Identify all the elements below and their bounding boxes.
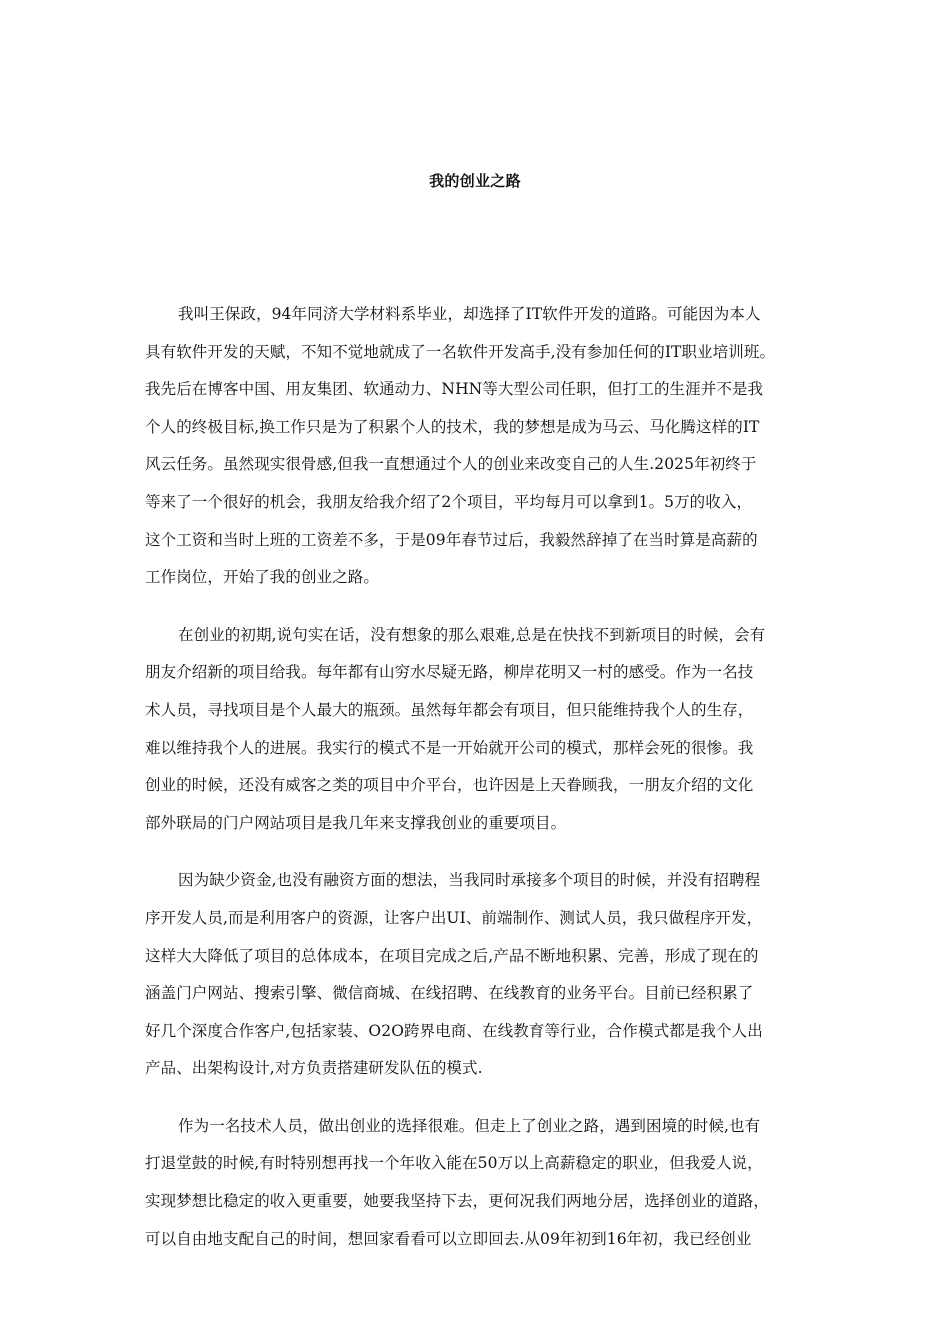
text-line: 难以维持我个人的进展。我实行的模式不是一开始就开公司的模式，那样会死的很惨。我 [145, 738, 754, 757]
text-line: 我先后在博客中国、用友集团、软通动力、NHN等大型公司任职，但打工的生涯并不是我 [145, 380, 764, 399]
document-title: 我的创业之路 [429, 172, 521, 190]
text-line: 个人的终极目标,换工作只是为了积累个人的技术，我的梦想是成为马云、马化腾这样的IT [145, 417, 760, 436]
text-line: 风云任务。虽然现实很骨感,但我一直想通过个人的创业来改变自己的人生.2025年初终于 [145, 455, 757, 474]
text-line: 这样大大降低了项目的总体成本，在项目完成之后,产品不断地积累、完善，形成了现在的 [145, 946, 759, 965]
text-line: 朋友介绍新的项目给我。每年都有山穷水尽疑无路，柳岸花明又一村的感受。作为一名技 [145, 663, 754, 682]
text-line: 打退堂鼓的时候,有时特别想再找一个年收入能在50万以上高薪稳定的职业，但我爱人说， [145, 1154, 763, 1173]
text-line: 具有软件开发的天赋，不知不觉地就成了一名软件开发高手,没有参加任何的IT职业培训班。 [145, 342, 776, 361]
text-line: 因为缺少资金,也没有融资方面的想法，当我同时承接多个项目的时候，并没有招聘程 [178, 871, 761, 890]
text-line: 工作岗位，开始了我的创业之路。 [145, 568, 380, 587]
paragraph-3 [145, 862, 805, 1088]
text-line: 在创业的初期,说句实在话，没有想象的那么艰难,总是在快找不到新项目的时候，会有 [178, 625, 766, 644]
text-line: 这个工资和当时上班的工资差不多，于是09年春节过后，我毅然辞掉了在当时算是高薪的 [145, 530, 758, 549]
text-line: 我叫王保政，94年同济大学材料系毕业，却选择了IT软件开发的道路。可能因为本人 [178, 305, 761, 323]
text-line: 涵盖门户网站、搜索引擎、微信商城、在线招聘、在线教育的业务平台。目前已经积累了 [145, 984, 754, 1003]
text-line: 产品、出架构设计,对方负责搭建研发队伍的模式. [145, 1059, 483, 1078]
document-body [145, 296, 805, 1278]
text-line: 创业的时候，还没有威客之类的项目中介平台，也许因是上天眷顾我，一朋友介绍的文化 [145, 776, 754, 795]
text-line: 术人员，寻找项目是个人最大的瓶颈。虽然每年都会有项目，但只能维持我个人的生存， [145, 700, 754, 719]
text-line: 作为一名技术人员，做出创业的选择很难。但走上了创业之路，遇到困境的时候,也有 [178, 1116, 761, 1135]
paragraph-1 [145, 296, 805, 597]
text-line: 序开发人员,而是利用客户的资源，让客户出UI、前端制作、测试人员，我只做程序开发， [145, 908, 763, 927]
paragraph-2 [145, 617, 805, 843]
text-line: 部外联局的门户网站项目是我几年来支撑我创业的重要项目。 [145, 813, 567, 832]
text-line: 好几个深度合作客户,包括家装、O2O跨界电商、在线教育等行业，合作模式都是我个人出 [145, 1021, 763, 1040]
text-line: 可以自由地支配自己的时间，想回家看看可以立即回去.从09年初到16年初，我已经创业 [145, 1229, 752, 1248]
text-line: 等来了一个很好的机会，我朋友给我介绍了2个项目，平均每月可以拿到1。5万的收入， [145, 492, 753, 511]
paragraph-4 [145, 1108, 805, 1258]
text-line: 实现梦想比稳定的收入更重要，她要我坚持下去，更何况我们两地分居，选择创业的道路， [145, 1192, 770, 1211]
